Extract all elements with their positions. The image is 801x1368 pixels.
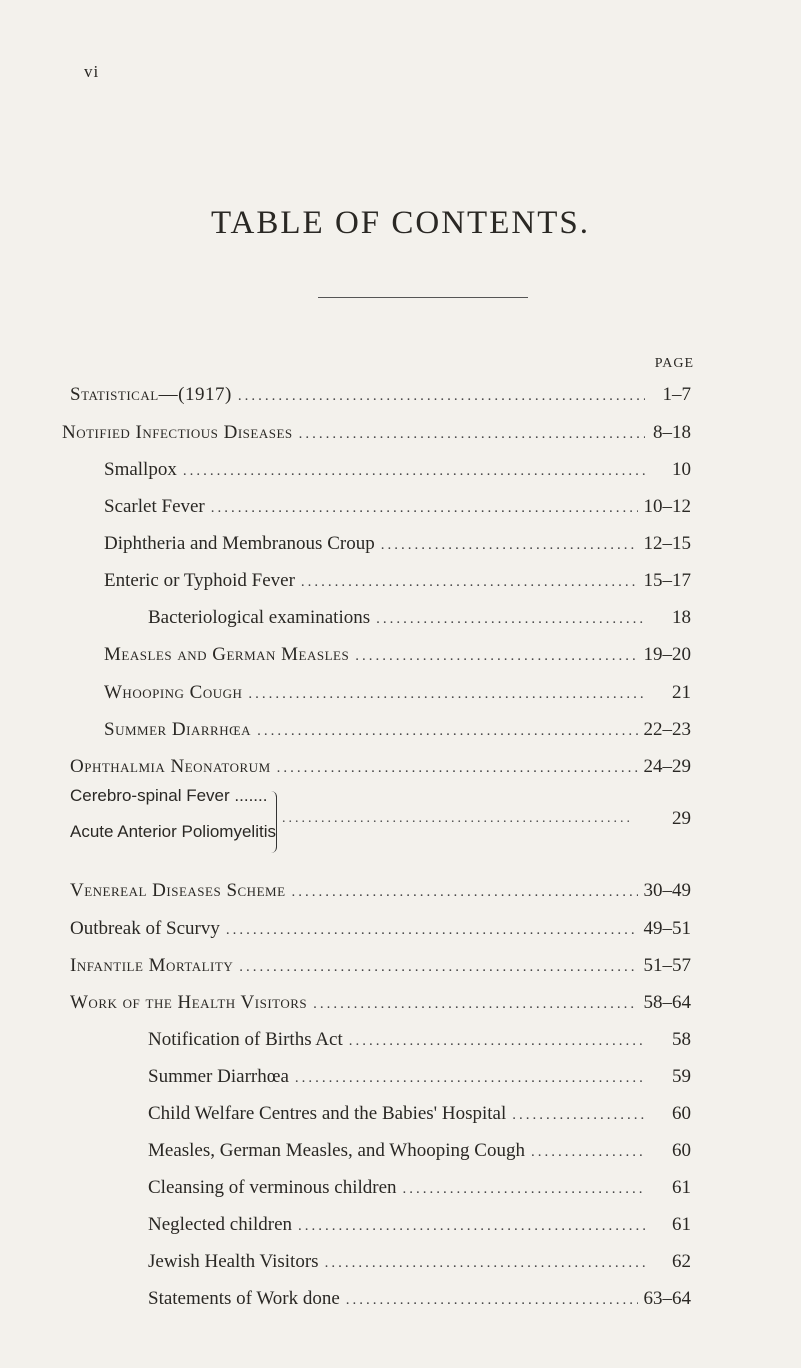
- toc-entry: [104, 568, 691, 594]
- dot-leader: [295, 1065, 645, 1091]
- dot-leader: [376, 606, 645, 632]
- toc-entry-page: 12–15: [643, 533, 691, 554]
- toc-entry: [148, 1175, 691, 1201]
- grouped-toc-entry: [70, 786, 691, 866]
- dot-leader: [211, 495, 638, 521]
- toc-entry: [104, 531, 691, 557]
- toc-entry-label: Acute Anterior Poliomyelitis: [70, 822, 276, 841]
- toc-entry-label: Measles and German Measles: [104, 644, 350, 665]
- toc-entry: [148, 1101, 691, 1127]
- dot-leader: [349, 1028, 645, 1054]
- toc-entry-page: 60: [672, 1140, 691, 1161]
- toc-entry-page: 49–51: [643, 918, 691, 939]
- toc-entry-page: 29: [672, 808, 691, 829]
- toc-entry: [104, 717, 691, 743]
- toc-entry: [104, 457, 691, 483]
- toc-entry-label: Jewish Health Visitors: [148, 1251, 319, 1272]
- toc-entry-page: 21: [672, 682, 691, 703]
- toc-entry-page: 22–23: [643, 719, 691, 740]
- toc-entry: [62, 420, 691, 446]
- toc-entry: [104, 642, 691, 668]
- toc-entry-page: 61: [672, 1214, 691, 1235]
- toc-entry: [148, 1212, 691, 1238]
- toc-entry-label: Whooping Cough: [104, 682, 243, 703]
- dot-leader: [531, 1139, 645, 1165]
- dot-leader: [248, 681, 645, 707]
- toc-entry-label: Ophthalmia Neonatorum: [70, 756, 271, 777]
- toc-entry: [70, 953, 691, 979]
- toc-entry-label: Notification of Births Act: [148, 1029, 343, 1050]
- toc-entry: [70, 754, 691, 780]
- toc-entry-page: 10–12: [643, 496, 691, 517]
- page-number: vi: [84, 62, 100, 81]
- brace: [268, 791, 277, 853]
- toc-entry-label: Work of the Health Visitors: [70, 992, 308, 1013]
- toc-entry-page: 30–49: [643, 880, 691, 901]
- toc-entry: [148, 1027, 691, 1053]
- dot-leader: [512, 1102, 645, 1128]
- toc-entry-page: 1–7: [662, 384, 691, 405]
- toc-entry-page: 10: [672, 459, 691, 480]
- dot-leader: [239, 954, 637, 980]
- toc-entry-label: Measles, German Measles, and Whooping Cough: [148, 1140, 525, 1161]
- dot-leader: [257, 718, 637, 744]
- toc-entry-page: 61: [672, 1177, 691, 1198]
- toc-entry-label: Notified Infectious Diseases: [62, 422, 293, 443]
- toc-entry-page: 8–18: [653, 422, 691, 443]
- toc-entry-page: 24–29: [643, 756, 691, 777]
- toc-entry-page: 19–20: [643, 644, 691, 665]
- toc-entry: [70, 916, 691, 942]
- dot-leader: [381, 532, 638, 558]
- dot-leader: [403, 1176, 645, 1202]
- toc-entry-page: 18: [672, 607, 691, 628]
- toc-entry-page: 60: [672, 1103, 691, 1124]
- dot-leader: [277, 755, 638, 781]
- toc-entry-page: 59: [672, 1066, 691, 1087]
- toc-entry-page: 58: [672, 1029, 691, 1050]
- dot-leader: [299, 421, 645, 447]
- toc-entry-label: Bacteriological examinations: [148, 607, 371, 628]
- toc-entry-label: Outbreak of Scurvy: [70, 918, 220, 939]
- toc-entry: [148, 1286, 691, 1312]
- toc-entry: [104, 494, 691, 520]
- toc-entry-label: Summer Diarrhœa: [148, 1066, 289, 1087]
- toc-entry-label: Venereal Diseases Scheme: [70, 880, 286, 901]
- dot-leader: [238, 383, 645, 409]
- toc-entry-page: 58–64: [643, 992, 691, 1013]
- dot-leader: [301, 569, 638, 595]
- dot-leader: [292, 879, 638, 905]
- toc-entry-label: Cerebro-spinal Fever .......: [70, 786, 268, 805]
- dot-leader: [298, 1213, 645, 1239]
- toc-entry-label: Smallpox: [104, 459, 177, 480]
- toc-entry: [148, 605, 691, 631]
- dot-leader: [325, 1250, 645, 1276]
- toc-entry-label: Statements of Work done: [148, 1288, 340, 1309]
- toc-entry-label: Enteric or Typhoid Fever: [104, 570, 295, 591]
- toc-entry: [70, 878, 691, 904]
- toc-entry-label: Scarlet Fever: [104, 496, 205, 517]
- toc-entry-label: Cleansing of verminous children: [148, 1177, 397, 1198]
- dot-leader: [346, 1287, 638, 1313]
- toc-entry: [148, 1138, 691, 1164]
- page-column-header: PAGE: [654, 356, 694, 371]
- toc-entry: [70, 990, 691, 1016]
- toc-entry-label: Child Welfare Centres and the Babies' Hospital: [148, 1103, 507, 1124]
- toc-entry: [104, 680, 691, 706]
- dot-leader: [355, 643, 637, 669]
- toc-entry-label: Statistical—(1917): [70, 384, 232, 405]
- toc-entry-label: Diphtheria and Membranous Croup: [104, 533, 375, 554]
- toc-entry-page: 51–57: [643, 955, 691, 976]
- dot-leader: [226, 917, 638, 943]
- page-title: TABLE OF CONTENTS.: [211, 205, 590, 242]
- toc-entry: [70, 382, 691, 408]
- toc-entry-label: Neglected children: [148, 1214, 293, 1235]
- toc-entry-label: Infantile Mortality: [70, 955, 234, 976]
- toc-entry: [148, 1064, 691, 1090]
- toc-entry: [148, 1249, 691, 1275]
- toc-entry-page: 15–17: [643, 570, 691, 591]
- dot-leader: [313, 991, 637, 1017]
- toc-entry-page: 62: [672, 1251, 691, 1272]
- toc-entry-label: Summer Diarrhœa: [104, 719, 252, 740]
- dot-leader: [183, 458, 645, 484]
- dot-leader: [282, 811, 633, 827]
- toc-entry-page: 63–64: [643, 1288, 691, 1309]
